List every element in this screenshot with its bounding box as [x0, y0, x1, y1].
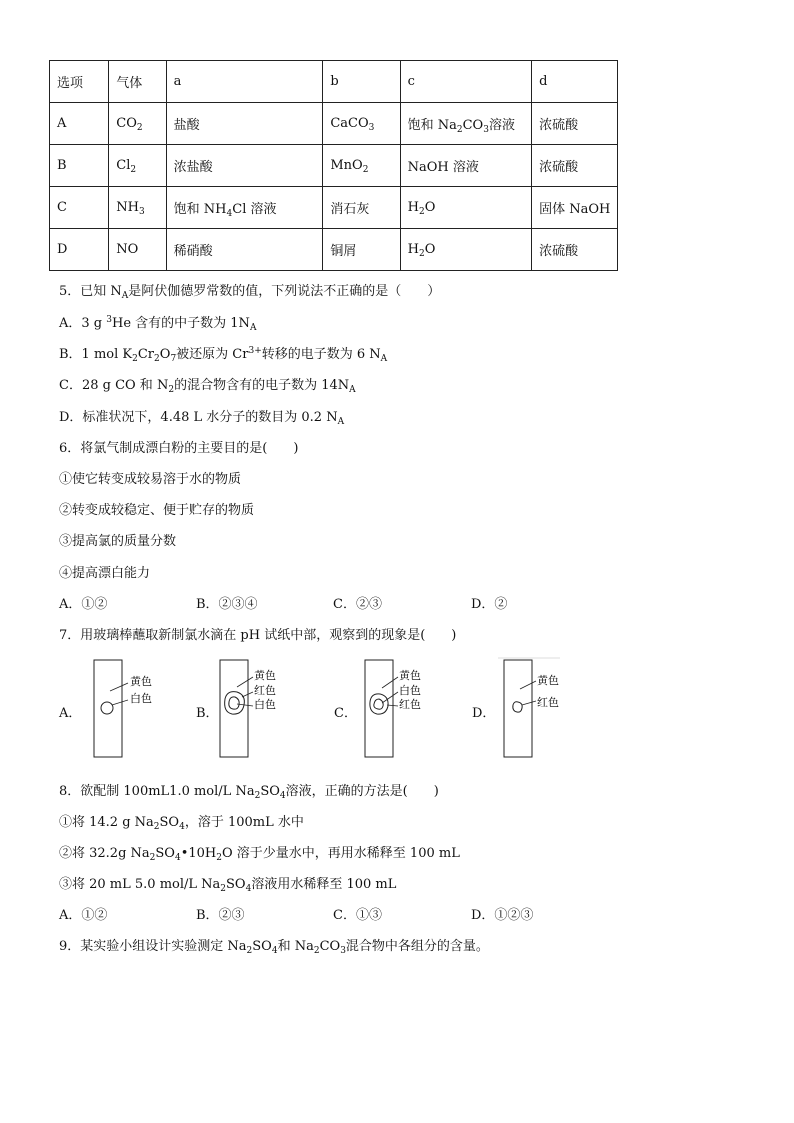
table-header-cell: c [400, 61, 532, 103]
table-row [50, 187, 618, 229]
question-9-stem: 9．某实验小组设计实验测定 $Na_2SO_4$和 $Na_2CO_3$混合物中各组分的含量。 [59, 939, 489, 956]
table-header-cell: d [532, 61, 618, 103]
ph-strip-figure-d [498, 657, 588, 762]
reagent-b-cell: 铜屑 [323, 229, 400, 271]
ph-strip-figure-a [90, 657, 170, 762]
question-5-stem: 5．已知 $N_A$是阿伏伽德罗常数的值，下列说法不正确的是（ ） [59, 284, 441, 301]
label-white: 白色 [399, 684, 421, 697]
figure-d-letter[interactable]: D． [472, 706, 496, 721]
question-5-option-b: B．1 mol $K_2Cr_2O_7$被还原为 $Cr^{3+}$转移的电子数为 6 $N_A$ [59, 346, 388, 364]
question-8-statement-2: ②将 32.2g $Na_2SO_4•10H_2O$ 溶于少量水中，再用水稀释至 100 mL [59, 846, 460, 863]
option-cell: D [50, 229, 109, 271]
figure-b-letter[interactable]: B． [196, 706, 219, 721]
reagent-d-cell: 浓硫酸 [532, 103, 618, 145]
reagent-b-cell: 消石灰 [323, 187, 400, 229]
choice-a[interactable]: A．①② [59, 908, 108, 923]
reagent-a-cell: 浓盐酸 [166, 145, 323, 187]
gas-cell: $NH_3$ [109, 187, 166, 229]
question-5-option-d: D．标准状况下，4.48 L 水分子的数目为 0.2 $N_A$ [59, 410, 345, 427]
question-8-statement-1: ①将 14.2 g $Na_2SO_4$，溶于 100mL 水中 [59, 815, 304, 832]
table-header-cell: 气体 [109, 61, 166, 103]
label-red: 红色 [399, 698, 421, 711]
options-table [49, 60, 618, 271]
reagent-c-cell: 饱和 $Na_2CO_3$溶液 [400, 103, 532, 145]
table-row [50, 145, 618, 187]
choice-c[interactable]: C．①③ [333, 908, 382, 923]
table-header-cell: a [166, 61, 323, 103]
gas-cell: $Cl_2$ [109, 145, 166, 187]
figure-a-letter[interactable]: A． [59, 706, 82, 721]
option-cell: C [50, 187, 109, 229]
gas-cell: $CO_2$ [109, 103, 166, 145]
reagent-d-cell: 浓硫酸 [532, 229, 618, 271]
question-6-statement-2: ②转变成较稳定、便于贮存的物质 [59, 503, 255, 518]
table-row [50, 103, 618, 145]
ph-strip-figure-c [360, 657, 450, 762]
question-6-statement-3: ③提高氯的质量分数 [59, 534, 177, 549]
choice-a[interactable]: A．①② [59, 597, 108, 612]
reagent-d-cell: 固体 NaOH [532, 187, 618, 229]
reagent-c-cell: NaOH 溶液 [400, 145, 532, 187]
choice-c[interactable]: C．②③ [333, 597, 382, 612]
label-yellow: 黄色 [130, 675, 152, 688]
reagent-d-cell: 浓硫酸 [532, 145, 618, 187]
choice-b[interactable]: B．②③ [196, 908, 245, 923]
table-header-cell: b [323, 61, 400, 103]
choice-d[interactable]: D．①②③ [471, 908, 534, 923]
reagent-a-cell: 稀硝酸 [166, 229, 323, 271]
option-cell: A [50, 103, 109, 145]
label-yellow: 黄色 [399, 669, 421, 682]
question-8-stem: 8．欲配制 100mL1.0 mol/L $Na_2SO_4$溶液，正确的方法是( ) [59, 784, 439, 801]
reagent-a-cell: 盐酸 [166, 103, 323, 145]
reagent-a-cell: 饱和 $NH_4Cl$ 溶液 [166, 187, 323, 229]
question-8-statement-3: ③将 20 mL 5.0 mol/L $Na_2SO_4$溶液用水稀释至 100 mL [59, 877, 397, 894]
table-header-cell: 选项 [50, 61, 109, 103]
choice-d[interactable]: D．② [471, 597, 508, 612]
label-red: 红色 [254, 684, 276, 697]
reagent-c-cell: $H_2O$ [400, 187, 532, 229]
reagent-b-cell: MnO$_2$ [323, 145, 400, 187]
question-6-statement-1: ①使它转变成较易溶于水的物质 [59, 472, 242, 487]
question-6-statement-4: ④提高漂白能力 [59, 566, 151, 581]
figure-c-letter[interactable]: C． [334, 706, 357, 721]
question-6-stem: 6．将氯气制成漂白粉的主要目的是( ) [59, 441, 299, 456]
label-red: 红色 [537, 696, 559, 709]
label-yellow: 黄色 [537, 674, 559, 687]
reagent-b-cell: CaCO$_3$ [323, 103, 400, 145]
ph-strip-figure-b [215, 657, 305, 762]
label-yellow: 黄色 [254, 669, 276, 682]
choice-b[interactable]: B．②③④ [196, 597, 258, 612]
gas-cell: NO [109, 229, 166, 271]
question-5-option-c: C．28 g CO 和 $N_2$的混合物含有的电子数为 $14N_A$ [59, 378, 356, 395]
table-header-row [50, 61, 618, 103]
label-white: 白色 [130, 692, 152, 705]
option-cell: B [50, 145, 109, 187]
table-row [50, 229, 618, 271]
question-7-stem: 7．用玻璃棒蘸取新制氯水滴在 pH 试纸中部，观察到的现象是( ) [59, 628, 457, 643]
question-5-option-a: A．3 g $^3$He 含有的中子数为 $1N_A$ [59, 315, 257, 333]
reagent-c-cell: $H_2O$ [400, 229, 532, 271]
label-white: 白色 [254, 698, 276, 711]
